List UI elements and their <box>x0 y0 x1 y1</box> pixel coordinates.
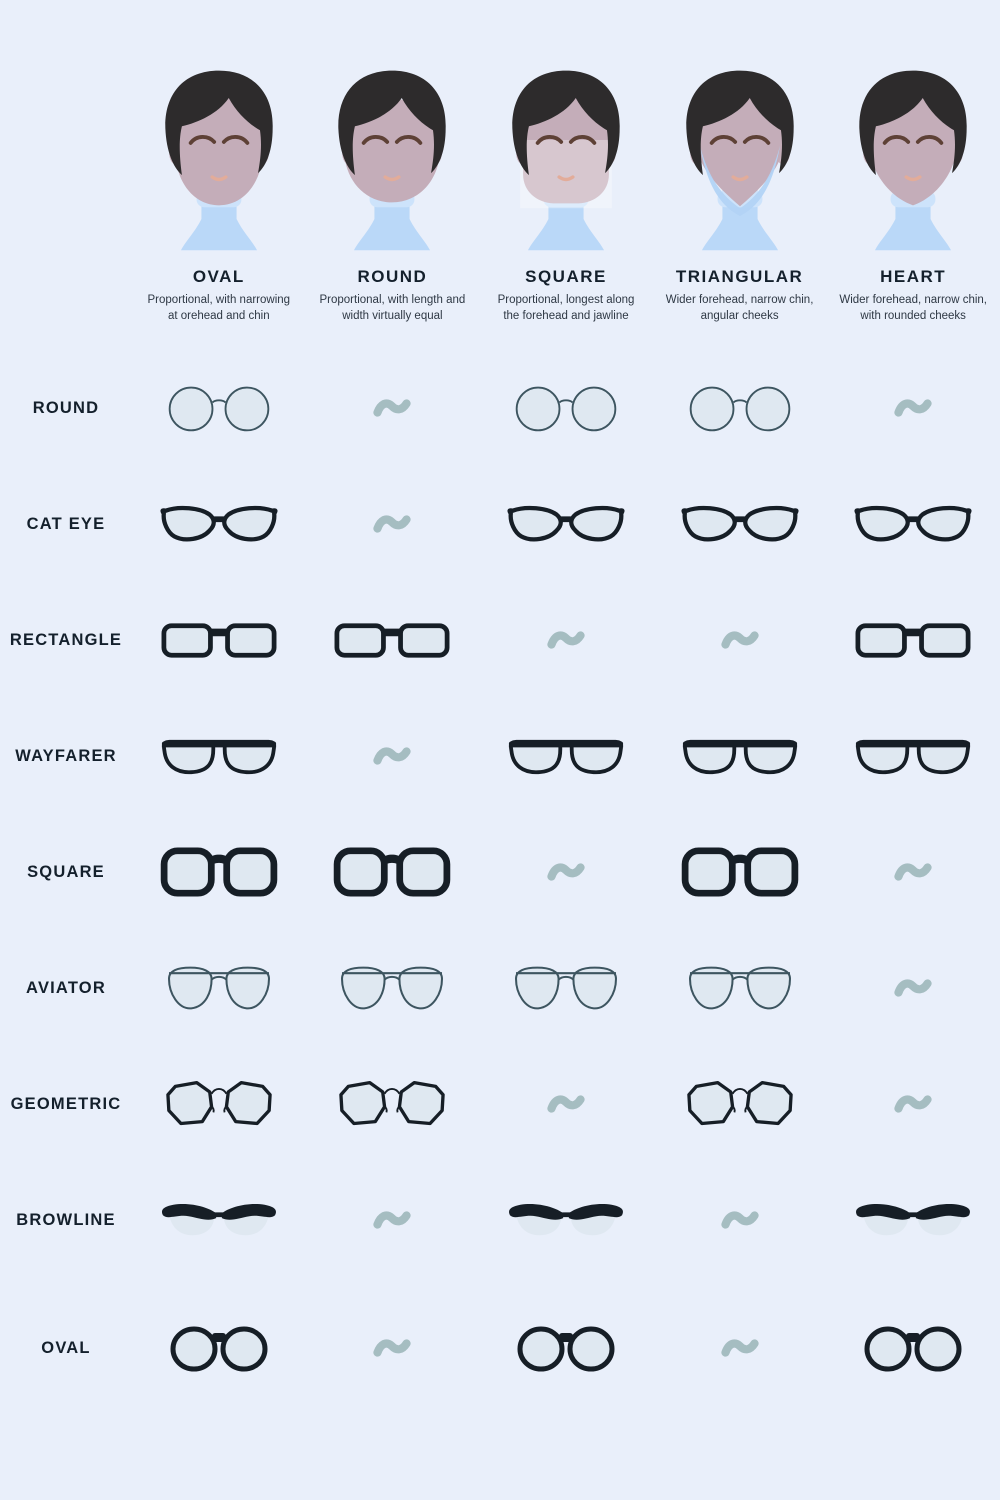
matrix-row-oval <box>0 1290 1000 1406</box>
cell-cat-eye-oval <box>132 466 306 582</box>
browline-glasses-icon <box>507 1201 625 1239</box>
face-shapes-header <box>132 0 1000 324</box>
cell-aviator-square <box>479 930 653 1046</box>
cell-geometric-round <box>306 1046 480 1162</box>
face-shape-label: HEART <box>880 267 947 286</box>
cell-round-triangular <box>653 350 827 466</box>
face-column-heart <box>826 58 1000 324</box>
cell-cat-eye-triangular <box>653 466 827 582</box>
cell-cat-eye-round <box>306 466 480 582</box>
cell-geometric-heart <box>826 1046 1000 1162</box>
glasses-row-label-square: SQUARE <box>27 862 105 881</box>
cell-rectangle-heart <box>826 582 1000 698</box>
matrix-row-aviator <box>0 930 1000 1046</box>
tilde-squiggle-icon <box>893 859 933 885</box>
face-shape-label: TRIANGULAR <box>675 267 804 286</box>
matrix-row-cat-eye <box>0 466 1000 582</box>
face-column-round <box>306 58 480 324</box>
tilde-squiggle-icon <box>893 395 933 421</box>
face-column-triangular <box>653 58 827 324</box>
matrix-row-round <box>0 350 1000 466</box>
matrix-row-geometric <box>0 1046 1000 1162</box>
tilde-squiggle-icon <box>546 627 586 653</box>
face-shape-label: SQUARE <box>525 267 607 286</box>
cat-eye-glasses-icon <box>681 503 799 545</box>
cell-geometric-square <box>479 1046 653 1162</box>
square-glasses-icon <box>680 846 800 898</box>
cell-rectangle-round <box>306 582 480 698</box>
cell-browline-oval <box>132 1162 306 1278</box>
square-glasses-icon <box>159 846 279 898</box>
cell-round-square <box>479 350 653 466</box>
cell-square-triangular <box>653 814 827 930</box>
cell-square-oval <box>132 814 306 930</box>
cell-aviator-triangular <box>653 930 827 1046</box>
browline-glasses-icon <box>160 1201 278 1239</box>
cell-wayfarer-triangular <box>653 698 827 814</box>
wayfarer-glasses-icon <box>854 736 972 776</box>
cell-wayfarer-square <box>479 698 653 814</box>
tilde-squiggle-icon <box>372 743 412 769</box>
aviator-glasses-icon <box>161 963 277 1013</box>
oval-face-icon <box>136 58 302 263</box>
tilde-squiggle-icon <box>720 1335 760 1361</box>
cell-oval-oval <box>132 1290 306 1406</box>
cell-aviator-oval <box>132 930 306 1046</box>
wayfarer-glasses-icon <box>160 736 278 776</box>
cell-square-round <box>306 814 480 930</box>
round-glasses-icon <box>684 381 796 435</box>
heart-face-icon <box>830 58 996 263</box>
glasses-row-label-aviator: AVIATOR <box>26 978 106 997</box>
rectangle-glasses-icon <box>854 621 972 659</box>
glasses-compatibility-matrix <box>0 350 1000 1406</box>
glasses-row-label-wayfarer: WAYFARER <box>15 746 117 765</box>
cell-round-heart <box>826 350 1000 466</box>
cell-round-round <box>306 350 480 466</box>
tilde-squiggle-icon <box>372 1335 412 1361</box>
tilde-squiggle-icon <box>372 1207 412 1233</box>
matrix-row-rectangle <box>0 582 1000 698</box>
cell-browline-square <box>479 1162 653 1278</box>
face-shape-label: ROUND <box>357 267 428 286</box>
glasses-row-label-cat-eye: CAT EYE <box>26 514 106 533</box>
face-shape-description: Proportional, longest along the forehead and jawline <box>497 294 635 322</box>
tilde-squiggle-icon <box>720 627 760 653</box>
cell-cat-eye-heart <box>826 466 1000 582</box>
geometric-glasses-icon <box>161 1078 277 1130</box>
cell-aviator-heart <box>826 930 1000 1046</box>
glasses-row-label-rectangle: RECTANGLE <box>9 630 123 649</box>
cell-rectangle-oval <box>132 582 306 698</box>
oval-glasses-icon <box>514 1324 618 1372</box>
face-column-oval <box>132 58 306 324</box>
face-shape-description: Wider forehead, narrow chin, angular cheeks <box>665 294 814 322</box>
oval-glasses-icon <box>167 1324 271 1372</box>
cell-wayfarer-round <box>306 698 480 814</box>
rectangle-glasses-icon <box>333 621 451 659</box>
triangular-face-icon <box>657 58 823 263</box>
cell-aviator-round <box>306 930 480 1046</box>
round-glasses-icon <box>510 381 622 435</box>
cat-eye-glasses-icon <box>854 503 972 545</box>
cell-browline-round <box>306 1162 480 1278</box>
face-shape-description: Proportional, with length and width virtually equal <box>319 294 466 322</box>
cell-round-oval <box>132 350 306 466</box>
cell-geometric-triangular <box>653 1046 827 1162</box>
cell-square-heart <box>826 814 1000 930</box>
cell-browline-triangular <box>653 1162 827 1278</box>
cell-rectangle-square <box>479 582 653 698</box>
cell-oval-round <box>306 1290 480 1406</box>
tilde-squiggle-icon <box>546 1091 586 1117</box>
square-glasses-icon <box>332 846 452 898</box>
matrix-row-square <box>0 814 1000 930</box>
cell-geometric-oval <box>132 1046 306 1162</box>
round-face-icon <box>309 58 475 263</box>
matrix-row-wayfarer <box>0 698 1000 814</box>
tilde-squiggle-icon <box>372 511 412 537</box>
face-shape-description: Wider forehead, narrow chin, with rounded cheeks <box>839 294 987 322</box>
cell-cat-eye-square <box>479 466 653 582</box>
tilde-squiggle-icon <box>893 975 933 1001</box>
cat-eye-glasses-icon <box>507 503 625 545</box>
face-column-square <box>479 58 653 324</box>
square-face-icon <box>483 58 649 263</box>
tilde-squiggle-icon <box>546 859 586 885</box>
glasses-row-label-oval: OVAL <box>41 1338 91 1357</box>
aviator-glasses-icon <box>508 963 624 1013</box>
geometric-glasses-icon <box>682 1078 798 1130</box>
cell-wayfarer-oval <box>132 698 306 814</box>
face-shape-label: OVAL <box>192 267 245 286</box>
cell-rectangle-triangular <box>653 582 827 698</box>
rectangle-glasses-icon <box>160 621 278 659</box>
cell-oval-triangular <box>653 1290 827 1406</box>
tilde-squiggle-icon <box>893 1091 933 1117</box>
glasses-row-label-geometric: GEOMETRIC <box>10 1094 122 1113</box>
geometric-glasses-icon <box>334 1078 450 1130</box>
round-glasses-icon <box>163 381 275 435</box>
cell-browline-heart <box>826 1162 1000 1278</box>
cell-square-square <box>479 814 653 930</box>
glasses-row-label-round: ROUND <box>32 398 100 417</box>
oval-glasses-icon <box>861 1324 965 1372</box>
aviator-glasses-icon <box>334 963 450 1013</box>
glasses-row-label-browline: BROWLINE <box>16 1210 116 1229</box>
wayfarer-glasses-icon <box>681 736 799 776</box>
matrix-row-browline <box>0 1162 1000 1278</box>
aviator-glasses-icon <box>682 963 798 1013</box>
cell-wayfarer-heart <box>826 698 1000 814</box>
wayfarer-glasses-icon <box>507 736 625 776</box>
browline-glasses-icon <box>854 1201 972 1239</box>
cell-oval-heart <box>826 1290 1000 1406</box>
tilde-squiggle-icon <box>720 1207 760 1233</box>
tilde-squiggle-icon <box>372 395 412 421</box>
face-shape-description: Proportional, with narrowing at orehead and chin <box>147 294 291 322</box>
cell-oval-square <box>479 1290 653 1406</box>
cat-eye-glasses-icon <box>160 503 278 545</box>
